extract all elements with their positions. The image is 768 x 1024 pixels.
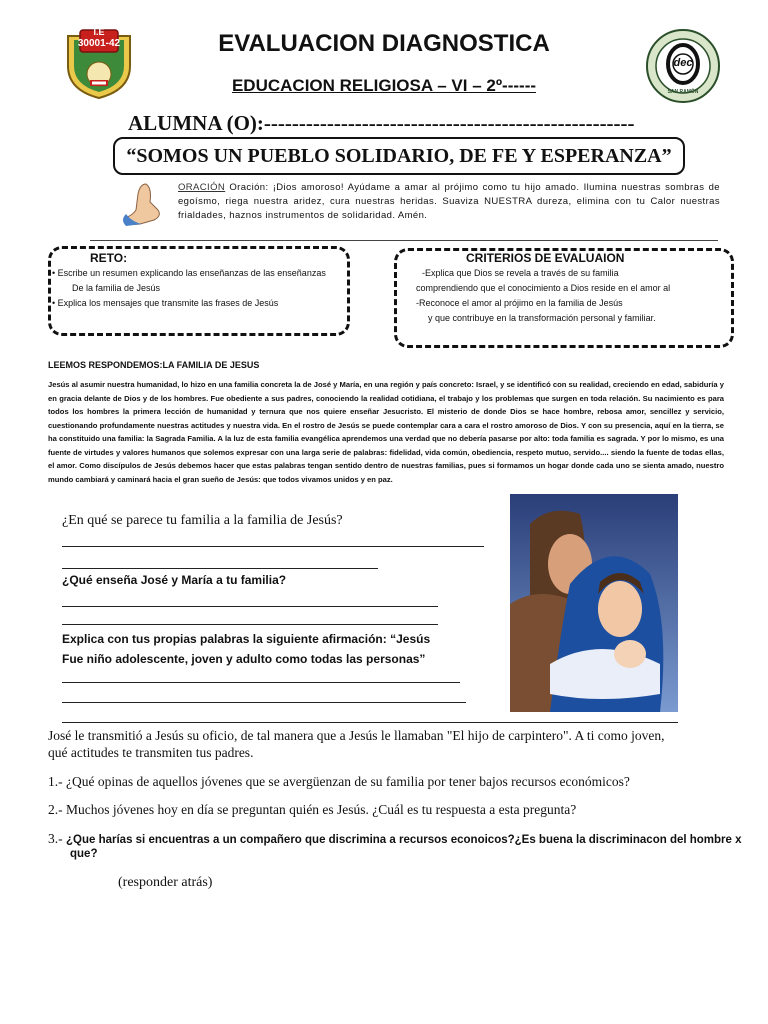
- criteria-line: -Explica que Dios se revela a través de su familia: [422, 268, 619, 278]
- answer-line[interactable]: [62, 606, 438, 607]
- jose-paragraph-line-2: qué actitudes te transmiten tus padres.: [48, 745, 254, 760]
- footer-note: (responder atrás): [118, 875, 213, 890]
- praying-hands-icon: [118, 180, 166, 228]
- school-logo-ie: I.E: [93, 27, 105, 37]
- answer-line[interactable]: [62, 624, 438, 625]
- reading-text: Jesús al asumir nuestra humanidad, lo hizo en una familia concreta la de José y María, en una región y país concreto: Israel, y se identificó con su realidad, creciendo en edad, sabiduría y en gracia delante de Dios y de los hombres. Fue obediente a sus padres, conociendo la realidad cotidiana, el trabajo y los problemas que surgen en toda relación. Su nacimiento es para todos los hombres la primera lección de humanidad y ternura que nos quiere enseñar Jesucristo. El misterio de donde Dios se hace hombre, rebosa amor, sencillez y servicio, cuestionando profundamente nuestras actitudes y nuestra vida. En el rostro de Jesús se puede contemplar cara a cara el rostro amoroso de Dios. Y con su presencia, aquí en la tierra, se ha constituido una familia: la Sagrada Familia. A la luz de esta familia evangélica aprendemos una verdad que no debería pasarse por alto: toda familia es sagrada. Y por lo mismo, es una fuente de virtudes y valores humanos que solemos expresar con una larga serie de palabras: fidelidad, vida común, obediencia, respeto mutuo, servido.... siendo la fuente de todas ellas, el amor. Como discípulos de Jesús debemos hacer que estas palabras tengan sentido dentro de nuestras familias, pues si formamos un hogar donde cada uno se sienta amado, nuestro mundo cambiará y caminará hacia el gran sueño de Jesús: que todos vivamos unidos y en paz.: [48, 380, 724, 484]
- reto-item: • Explica los mensajes que transmite las frases de Jesús: [52, 298, 279, 308]
- jose-paragraph-line-1: José le transmitió a Jesús su oficio, de tal manera que a Jesús le llamaban "El hijo de carpintero". A ti como joven,: [48, 728, 665, 743]
- criteria-line: y que contribuye en la transformación personal y familiar.: [428, 313, 656, 323]
- question-3-line-2: Fue niño adolescente, joven y adulto como todas las personas”: [62, 652, 426, 666]
- holy-family-image: [510, 494, 678, 712]
- page-title: EVALUACION DIAGNOSTICA: [218, 30, 550, 57]
- criteria-heading: CRITERIOS DE EVALUAION: [466, 251, 625, 265]
- answer-line[interactable]: [62, 568, 378, 569]
- answer-line[interactable]: [62, 702, 466, 703]
- reading-heading: LEEMOS RESPONDEMOS:LA FAMILIA DE JESUS: [48, 360, 260, 370]
- prayer-text: [178, 181, 720, 223]
- ugel-logo-caption: SAN RAMÓN: [667, 89, 699, 95]
- school-logo-code: 30001-42: [77, 38, 121, 49]
- question-2: ¿Qué enseña José y María a tu familia?: [62, 573, 287, 587]
- page-subtitle: EDUCACION RELIGIOSA – VI – 2º------: [231, 76, 537, 95]
- reto-item: De la familia de Jesús: [72, 283, 161, 293]
- divider: [90, 240, 718, 241]
- numbered-question-1: 1.- ¿Qué opinas de aquellos jóvenes que se avergüenzan de su familia por tener bajos recursos económicos?: [48, 774, 630, 789]
- reto-heading: RETO:: [90, 251, 128, 265]
- criteria-line: -Reconoce el amor al prójimo en la familia de Jesús: [416, 298, 623, 308]
- numbered-question-3: 3.- ¿Que harías si encuentras a un compañero que discrimina a recursos econoicos?¿Es buena la discriminacon del hombre x: [48, 831, 742, 846]
- prayer-label: ORACIÓN: [178, 182, 226, 193]
- criteria-line: comprendiendo que el conocimiento a Dios reside en el amor al: [416, 283, 671, 293]
- question-1: ¿En qué se parece tu familia a la familia de Jesús?: [62, 513, 343, 528]
- numbered-question-3-cont: que?: [70, 848, 98, 860]
- answer-line[interactable]: [62, 546, 484, 547]
- numbered-question-2: 2.- Muchos jóvenes hoy en día se preguntan quién es Jesús. ¿Cuál es tu respuesta a esta pregunta?: [48, 802, 577, 817]
- answer-line[interactable]: [62, 722, 678, 723]
- ugel-logo-text: dec: [673, 57, 693, 69]
- question-3-line-1: Explica con tus propias palabras la siguiente afirmación: “Jesús: [62, 632, 431, 646]
- prayer-body: Oración: ¡Dios amoroso! Ayúdame a amar al prójimo como tu hijo amado. Ilumina nuestras sombras de egoísmo, riega nuestra aridez, cura nuestras heridas. Suaviza NUESTRA dureza, elimina con tu Calor nuestras frialdades, haznos instrumentos de solidaridad. Amén.: [178, 182, 720, 221]
- reto-item: • Escribe un resumen explicando las enseñanzas de las enseñanzas: [52, 268, 326, 278]
- student-name-field[interactable]: ALUMNA (O):-----------------------------------------------------: [128, 111, 635, 135]
- answer-line[interactable]: [62, 682, 460, 683]
- theme-title: “SOMOS UN PUEBLO SOLIDARIO, DE FE Y ESPERANZA”: [126, 145, 672, 167]
